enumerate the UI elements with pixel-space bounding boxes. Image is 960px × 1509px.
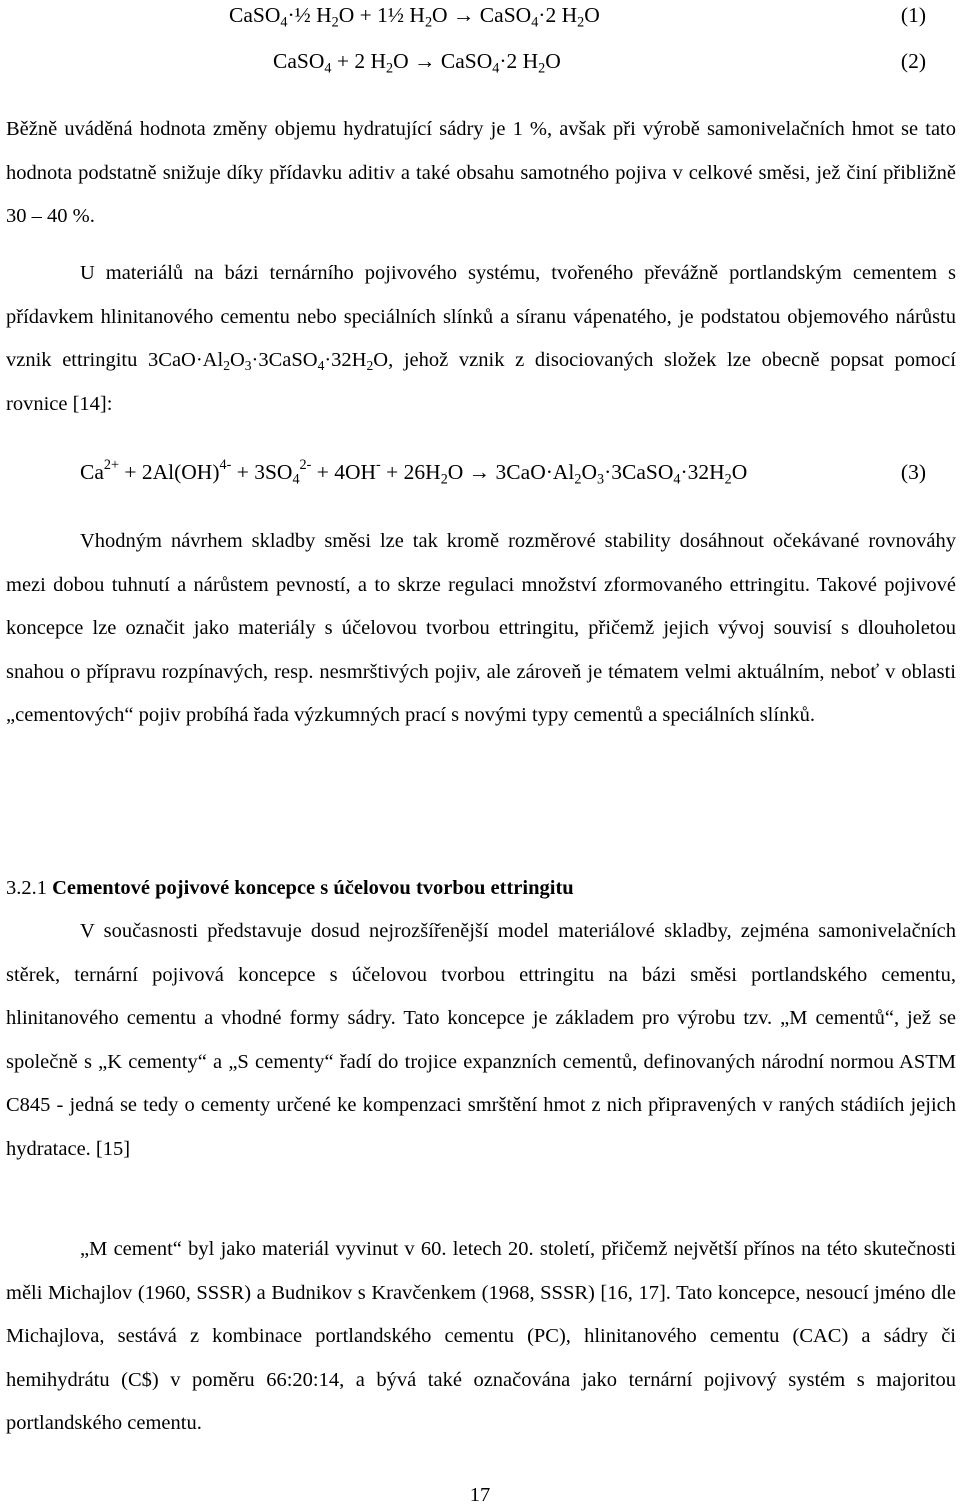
- section-heading: [6, 873, 956, 903]
- equation-2: [0, 46, 960, 76]
- paragraph-5: „M cement“ byl jako materiál vyvinut v 60. letech 20. století, přičemž největší přínos na této skutečnosti měli Michajlov (1960, SSSR) a Budnikov s Kravčenkem (1968, SSSR) [16, 17]. Tato koncepce, nesoucí jméno dle Michajlova, sestává z kombinace portlandského cementu (PC), hlinitanového cementu (CAC) a sádry či hemihydrátu (C$) v poměru 66:20:14, a bývá také označována jako ternární pojivový systém s majoritou portlandského cementu.: [6, 1238, 956, 1434]
- page-number: 17: [469, 1484, 491, 1506]
- paragraph-1: Běžně uváděná hodnota změny objemu hydratující sádry je 1 %, avšak při výrobě samonivelačních hmot se tato hodnota podstatně snižuje díky přídavku aditiv a také obsahu samotného pojiva v celkové směsi, jež činí přibližně 30 – 40 %.: [6, 118, 956, 227]
- section-number: 3.2.1: [6, 877, 47, 899]
- paragraph-3: Vhodným návrhem skladby směsi lze tak kromě rozměrové stability dosáhnout očekávané rovnováhy mezi dobou tuhnutí a nárůstem pevností, a to skrze regulaci množství zformovaného ettringitu. Takové pojivové koncepce lze označit jako materiály s účelovou tvorbou ettringitu, přičemž jejich vývoj souvisí s dlouholetou snahou o přípravu rozpínavých, resp. nesmrštivých pojiv, ale zároveň je tématem velmi aktuálním, neboť v oblasti „cementových“ pojiv probíhá řada výzkumných prací s novými typy cementů a speciálních slínků.: [6, 530, 956, 726]
- equation-1: [0, 0, 960, 30]
- equation-1-formula: CaSO$_4$·½ $H_2O$ + 1½ $H_2O$ → CaSO$_4$·2 $H_2O$: [229, 3, 600, 31]
- equation-2-number: (2): [900, 49, 926, 73]
- paragraph-2: U materiálů na bázi ternárního pojivového systému, tvořeného převážně portlandským cementem s přídavkem hlinitanového cementu nebo speciálních slínků a síranu vápenatého, je podstatou objemového nárůstu vznik ettringitu $3CaO\cdot Al_2O_3\cdot 3CaSO_4\cdot 32H_2O$, jehož vznik z disociovaných složek lze obecně popsat pomocí rovnice [14]:: [6, 262, 956, 415]
- section-title: Cementové pojivové koncepce s účelovou tvorbou ettringitu: [52, 877, 574, 899]
- equation-3: [0, 457, 960, 487]
- equation-1-number: (1): [900, 3, 926, 27]
- equation-2-formula: CaSO$_4$ + 2 $H_2O$ → CaSO$_4$·2 $H_2O$: [273, 49, 561, 77]
- equation-3-formula: $Ca^{2+} + 2Al(OH)^{4-} + 3SO_4^{2-} + 4OH^- + 26H_2O$ → $3CaO\cdot Al_2O_3\cdot 3CaSO_4\cdot 32H_2O$: [80, 457, 748, 488]
- paragraph-4: V současnosti představuje dosud nejrozšířenější model materiálové skladby, zejména samonivelačních stěrek, ternární pojivová koncepce s účelovou tvorbou ettringitu na bázi směsi portlandského cementu, hlinitanového cementu a vhodné formy sádry. Tato koncepce je základem pro výrobu tzv. „M cementů“, jež se společně s „K cementy“ a „S cementy“ řadí do trojice expanzních cementů, definovaných národní normou ASTM C845 - jedná se tedy o cementy určené ke kompenzaci smrštění hmot z nich připravených v raných stádiích jejich hydratace. [15]: [6, 920, 956, 1160]
- equation-3-number: (3): [900, 460, 926, 484]
